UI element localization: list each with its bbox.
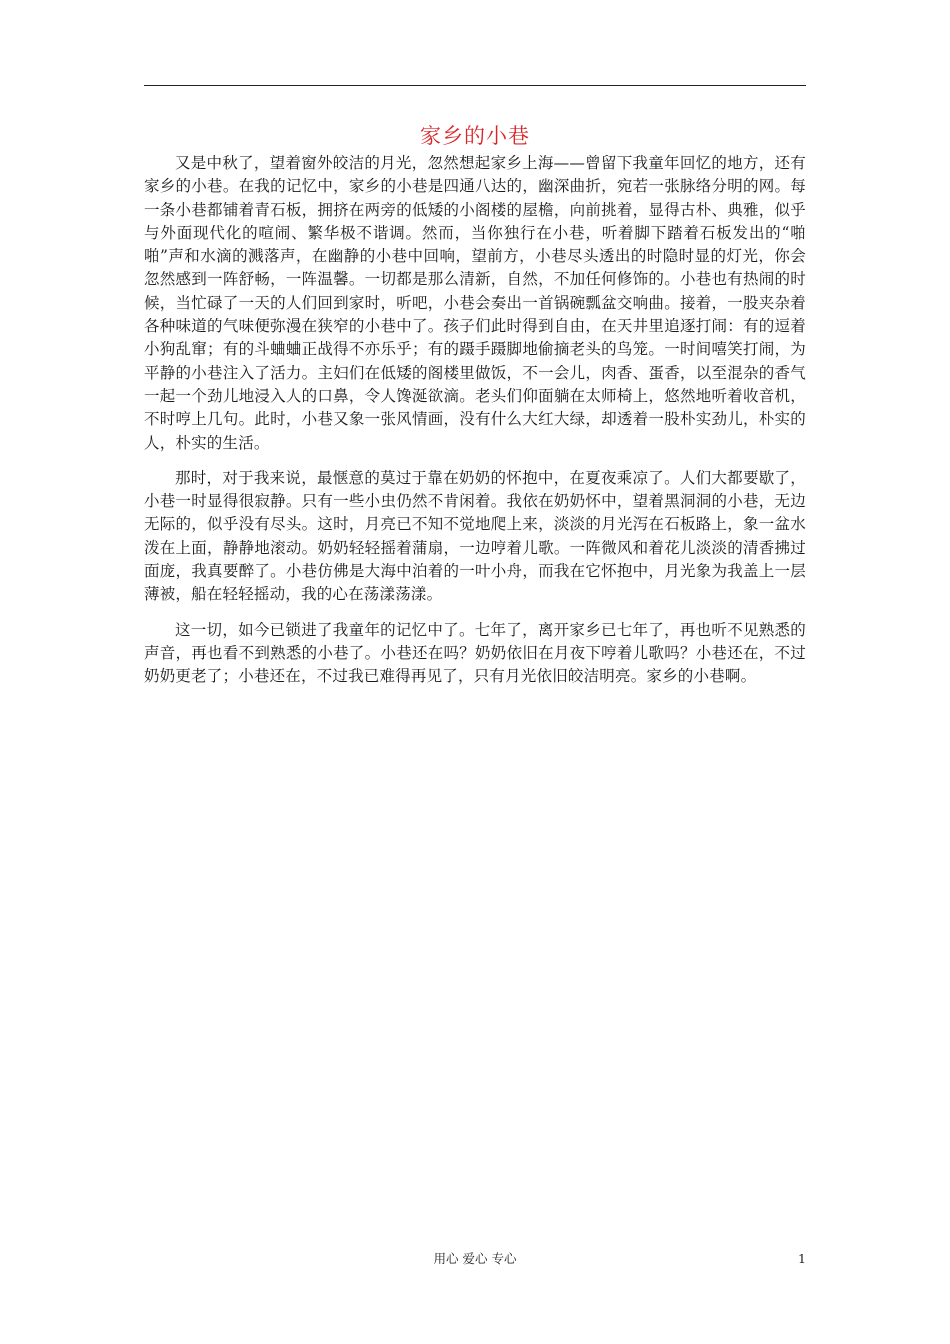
document-body <box>144 152 806 701</box>
page-number: 1 <box>798 1251 806 1266</box>
paragraph-3: 这一切，如今已锁进了我童年的记忆中了。七年了，离开家乡已七年了，再也听不见熟悉的声音，再也看不到熟悉的小巷了。小巷还在吗？奶奶依旧在月夜下哼着儿歌吗？小巷还在，不过奶奶更老了；小巷还在，不过我已难得再见了，只有月光依旧皎洁明亮。家乡的小巷啊。 <box>144 620 806 686</box>
header-rule <box>144 85 806 86</box>
paragraph-2: 那时，对于我来说，最惬意的莫过于靠在奶奶的怀抱中，在夏夜乘凉了。人们大都要歇了，小巷一时显得很寂静。只有一些小虫仍然不肯闲着。我依在奶奶怀中，望着黑洞洞的小巷，无边无际的，似乎没有尽头。这时，月亮已不知不觉地爬上来，淡淡的月光泻在石板路上，象一盆水泼在上面，静静地滚动。奶奶轻轻摇着蒲扇，一边哼着儿歌。一阵微风和着花儿淡淡的清香拂过面庞，我真要醉了。小巷仿佛是大海中泊着的一叶小舟，而我在它怀抱中，月光象为我盖上一层薄被，船在轻轻摇动，我的心在荡漾荡漾。 <box>144 468 806 604</box>
document-title: 家乡的小巷 <box>420 124 530 148</box>
paragraph-1: 又是中秋了，望着窗外皎洁的月光，忽然想起家乡上海——曾留下我童年回忆的地方，还有家乡的小巷。在我的记忆中，家乡的小巷是四通八达的，幽深曲折，宛若一张脉络分明的网。每一条小巷都铺着青石板，拥挤在两旁的低矮的小阁楼的屋檐，向前挑着，显得古朴、典雅，似乎与外面现代化的喧闹、繁华极不谐调。然而，当你独行在小巷，听着脚下踏着石板发出的“啪啪”声和水滴的溅落声，在幽静的小巷中回响，望前方，小巷尽头透出的时隐时显的灯光，你会忽然感到一阵舒畅，一阵温馨。一切都是那么清新，自然，不加任何修饰的。小巷也有热闹的时候，当忙碌了一天的人们回到家时，听吧，小巷会奏出一首锅碗瓢盆交响曲。接着，一股夹杂着各种味道的气味便弥漫在狭窄的小巷中了。孩子们此时得到自由，在天井里追逐打闹：有的逗着小狗乱窜；有的斗蛐蛐正战得不亦乐乎；有的蹑手蹑脚地偷摘老头的鸟笼。一时间嘻笑打闹，为平静的小巷注入了活力。主妇们在低矮的阁楼里做饭，不一会儿，肉香、蛋香，以至混杂的香气一起一个劲儿地浸入人的口鼻，令人馋涎欲滴。老头们仰面躺在太师椅上，悠然地听着收音机，不时哼上几句。此时，小巷又象一张风情画，没有什么大红大绿，却透着一股朴实劲儿，朴实的人，朴实的生活。 <box>144 154 806 452</box>
footer-motto: 用心 爱心 专心 <box>433 1251 517 1266</box>
